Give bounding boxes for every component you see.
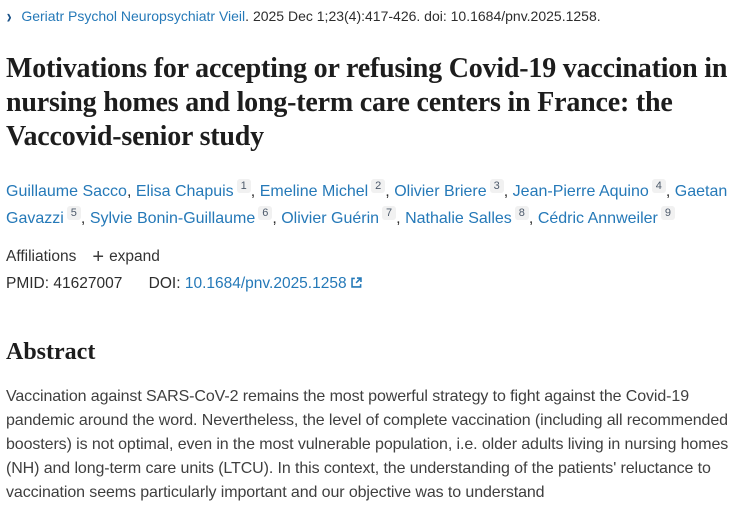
- author-affiliation-number[interactable]: 7: [382, 206, 396, 220]
- author-separator: ,: [80, 210, 90, 227]
- author-affiliation-number[interactable]: 5: [67, 206, 81, 220]
- author: [135, 180, 260, 200]
- author-link[interactable]: Nathalie Salles: [405, 210, 512, 227]
- author-link[interactable]: Sylvie Bonin-Guillaume: [89, 210, 256, 227]
- author: [6, 183, 136, 200]
- author-separator: ,: [126, 183, 136, 200]
- author-affiliation-number[interactable]: 2: [371, 179, 385, 193]
- authors-list: [6, 178, 747, 232]
- author: [405, 207, 538, 227]
- doi-label: DOI:: [148, 275, 181, 292]
- author-link[interactable]: Gaetan Gavazzi: [6, 183, 728, 227]
- author-affiliation-number[interactable]: 8: [515, 206, 529, 220]
- doi-group: [149, 275, 363, 292]
- journal-link[interactable]: Geriatr Psychol Neuropsychiatr Vieil: [21, 8, 246, 24]
- external-link-icon: [350, 276, 363, 289]
- author: [259, 180, 395, 200]
- citation-details: . 2025 Dec 1;23(4):417-426. doi: 10.1684/pnv.2025.1258.: [245, 8, 601, 24]
- author-separator: ,: [385, 183, 395, 200]
- author: [394, 180, 513, 200]
- author: [281, 207, 406, 227]
- article-ids-row: [6, 275, 747, 293]
- author-separator: ,: [528, 210, 538, 227]
- author-affiliation-number[interactable]: 1: [237, 179, 251, 193]
- author: [89, 207, 282, 227]
- doi-link[interactable]: 10.1684/pnv.2025.1258: [185, 275, 363, 292]
- pmid-value: 41627007: [53, 275, 123, 292]
- pmid-label: PMID:: [6, 275, 50, 292]
- author-affiliation-number[interactable]: 6: [258, 206, 272, 220]
- author-separator: ,: [503, 183, 513, 200]
- expand-affiliations-button[interactable]: [92, 245, 160, 268]
- abstract-text: Vaccination against SARS-CoV-2 remains the most powerful strategy to fight against the Covid-19 pandemic around the word. Nevertheless, the level of complete vaccination (including all recommended boosters) is not optimal, even in the most vulnerable population, i.e. older adults living in nursing homes (NH) and long-term care units (LTCU). In this context, the understanding of the patients' reluctance to vaccination seems particularly important and our objective was to understand: [6, 388, 729, 501]
- author-separator: ,: [272, 210, 282, 227]
- author: [537, 207, 675, 227]
- abstract-heading: Abstract: [6, 339, 96, 365]
- author-link[interactable]: Olivier Briere: [394, 183, 487, 200]
- page-title: Motivations for accepting or refusing Covid-19 vaccination in nursing homes and long-term care centers in France: the Vaccovid-senior study: [6, 53, 728, 152]
- author: [512, 180, 675, 200]
- author-link[interactable]: Jean-Pierre Aquino: [512, 183, 649, 200]
- author-affiliation-number[interactable]: 4: [652, 179, 666, 193]
- author-separator: ,: [665, 183, 675, 200]
- author-link[interactable]: Cédric Annweiler: [537, 210, 658, 227]
- author-link[interactable]: Elisa Chapuis: [135, 183, 234, 200]
- chevron-right-icon[interactable]: ›: [6, 7, 12, 28]
- author-link[interactable]: Olivier Guérin: [281, 210, 380, 227]
- affiliations-row: [6, 245, 747, 268]
- author-affiliation-number[interactable]: 3: [490, 179, 504, 193]
- author-separator: ,: [250, 183, 260, 200]
- author-link[interactable]: Emeline Michel: [259, 183, 369, 200]
- affiliations-label: Affiliations: [6, 248, 77, 265]
- author-affiliation-number[interactable]: 9: [661, 206, 675, 220]
- expand-label: expand: [109, 248, 160, 265]
- plus-icon: +: [92, 245, 105, 268]
- author-separator: ,: [396, 210, 406, 227]
- journal-citation: [6, 7, 747, 26]
- author-link[interactable]: Guillaume Sacco: [6, 183, 127, 200]
